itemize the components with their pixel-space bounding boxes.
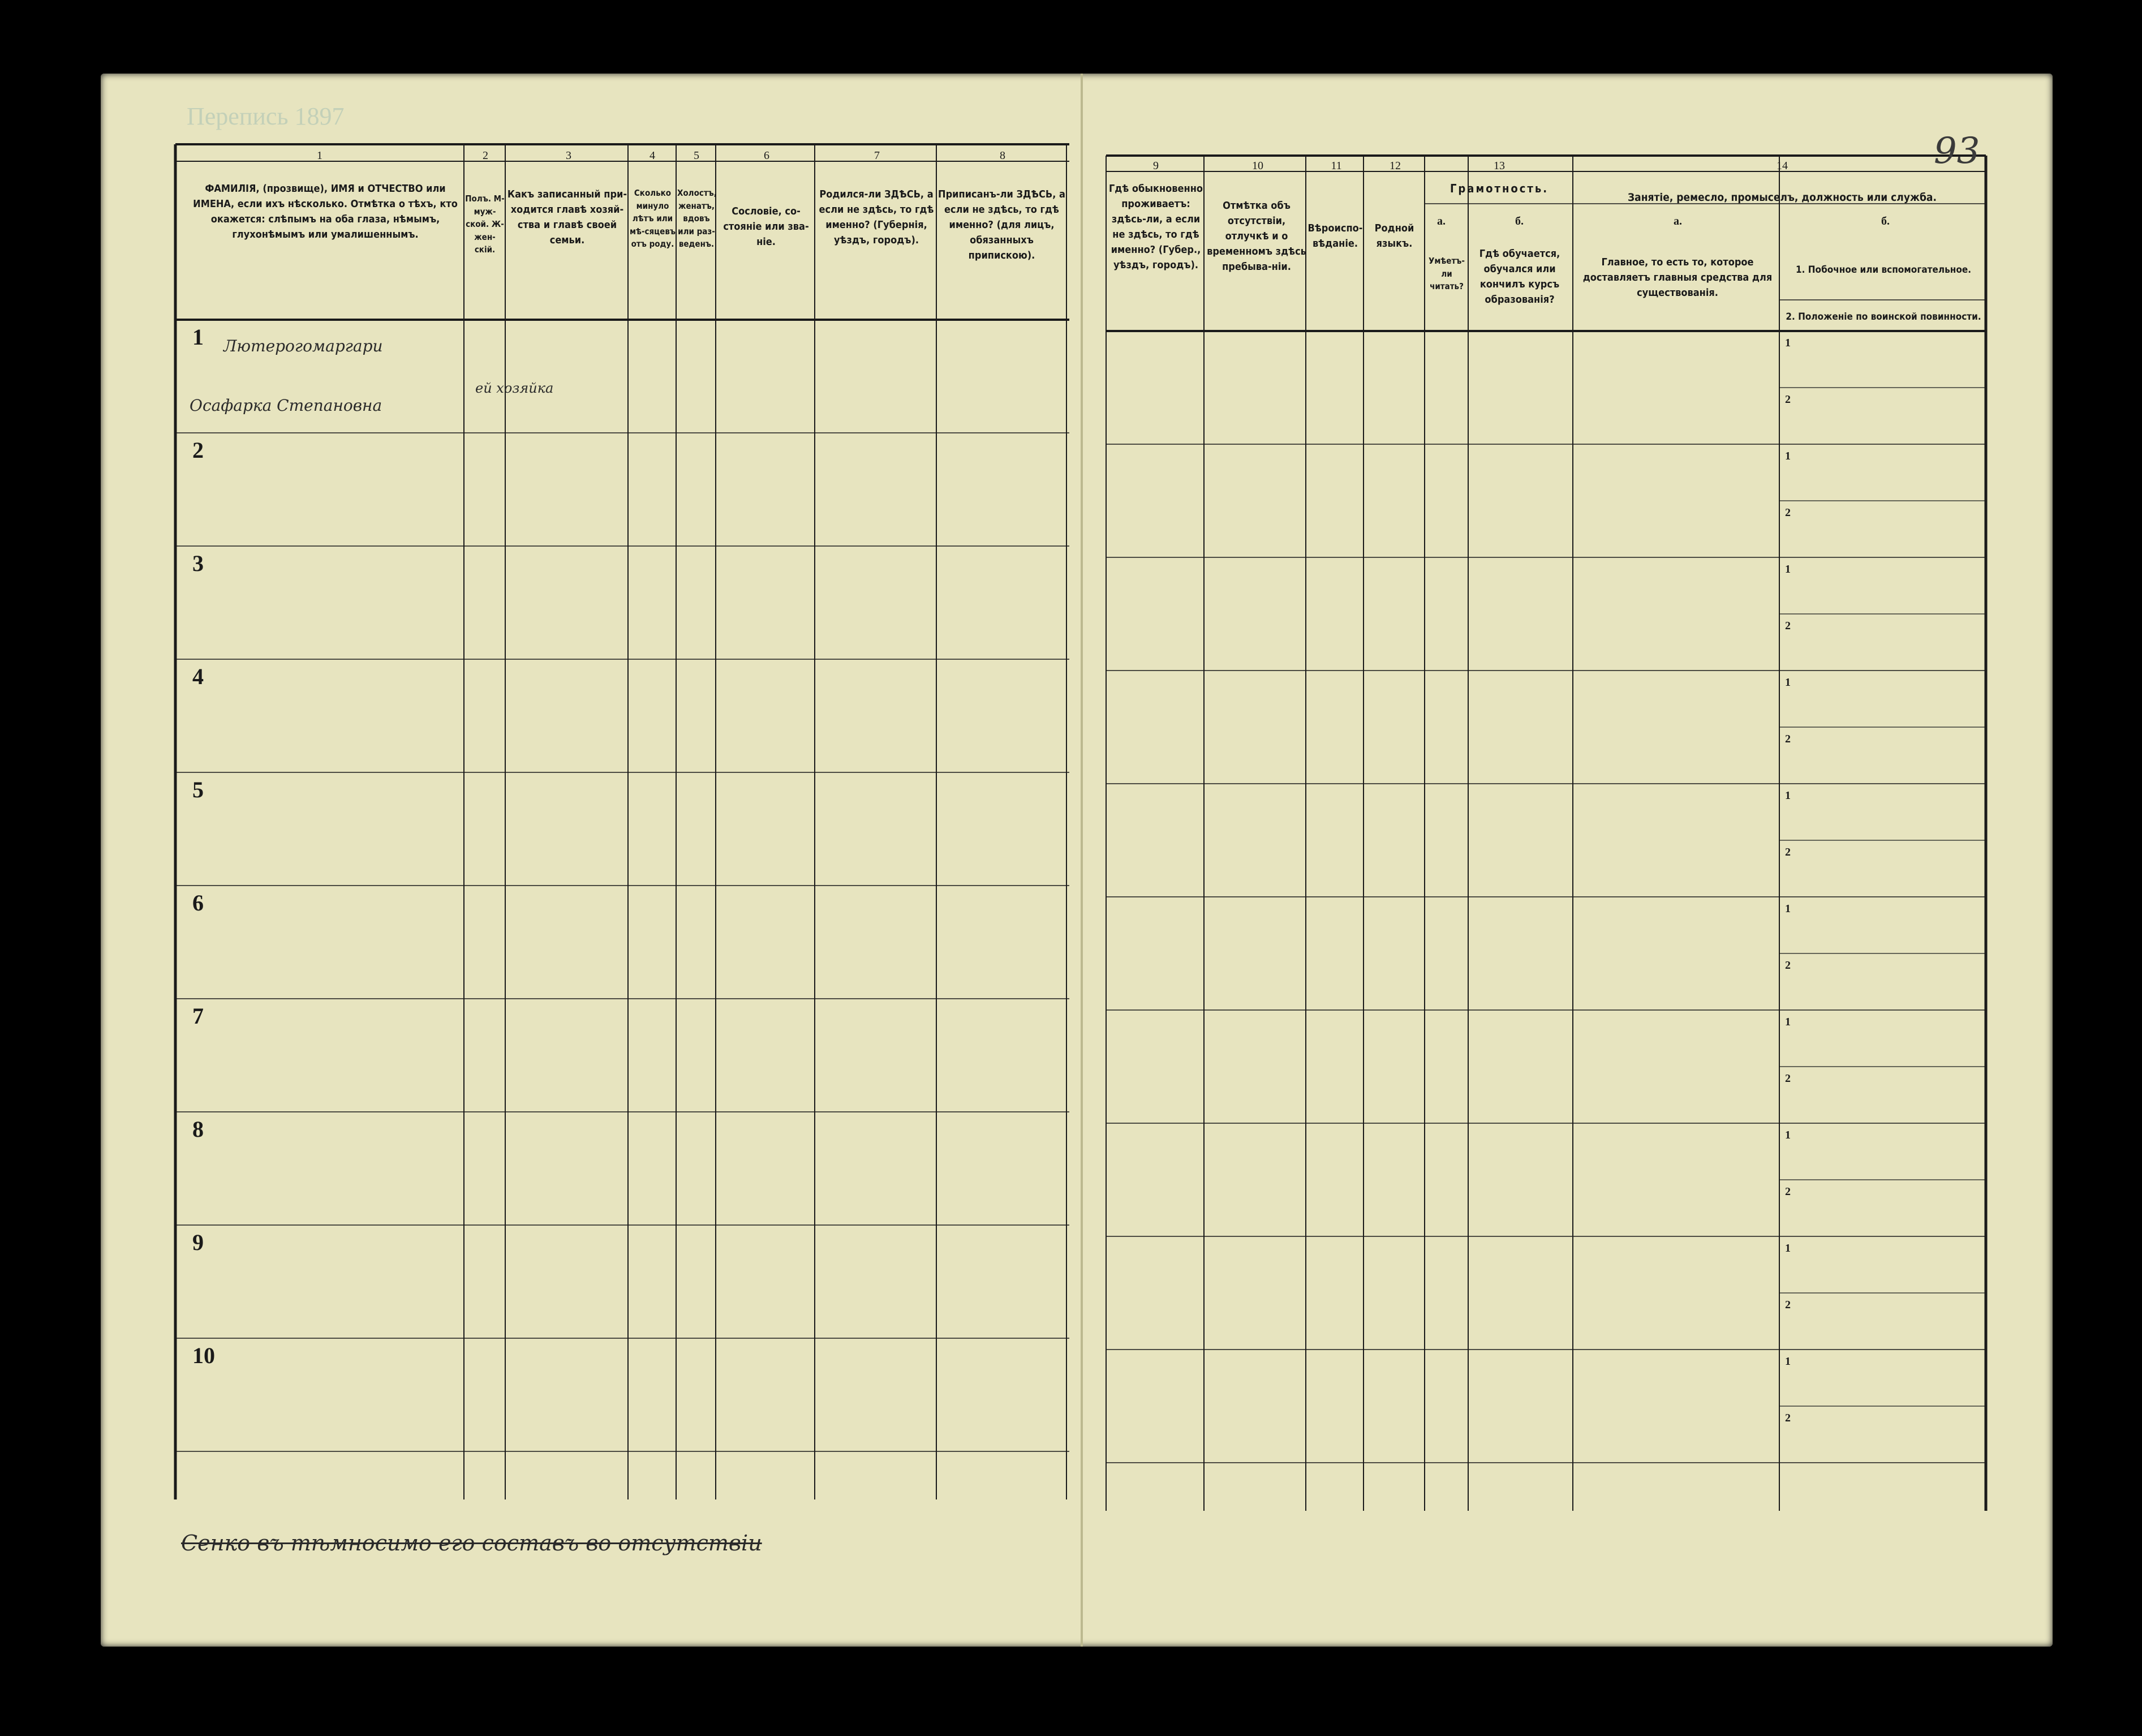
subrow-label: 2: [1785, 1299, 1791, 1311]
column-number-14: 14: [1777, 160, 1788, 172]
handwritten-relation: ей хозяйка: [475, 380, 554, 396]
header-col13a-letter: а.: [1437, 215, 1446, 227]
handwritten-name: Осафарка Степановна: [190, 396, 382, 415]
subrow-label: 2: [1785, 393, 1791, 406]
column-number-1: 1: [317, 149, 322, 162]
header-col14a-letter: а.: [1674, 215, 1682, 227]
column-number-5: 5: [694, 149, 699, 162]
column-number-7: 7: [874, 149, 880, 162]
row-number-7: 7: [192, 1003, 204, 1029]
row-number-5: 5: [192, 777, 204, 802]
column-number-3: 3: [566, 149, 571, 162]
row-number-9: 9: [192, 1230, 204, 1255]
header-col14b1: 1. Побочное или вспомогательное.: [1795, 264, 1972, 276]
row-number-1: 1: [192, 324, 204, 350]
header-col1: ФАМИЛІЯ, (прозвище), ИМЯ и ОТЧЕСТВО или ИМЕНА, если ихъ нѣсколько. Отмѣтка о тѣхъ, кто окажется: слѣпымъ на оба глаза, нѣмымъ, глухонѣмымъ или умалишеннымъ.: [193, 183, 458, 240]
subrow-label: 1: [1785, 676, 1791, 689]
subrow-label: 1: [1785, 789, 1791, 802]
subrow-label: 1: [1785, 1129, 1791, 1141]
handwritten-surname: Лютерогомаргари: [223, 337, 383, 355]
column-number-10: 10: [1252, 160, 1263, 172]
header-col14: Занятіе, ремесло, промыселъ, должность или служба.: [1628, 191, 1937, 204]
header-col9: Гдѣ обыкновенно проживаетъ: здѣсь-ли, а если не здѣсь, то гдѣ именно? (Губер., уѣздъ, городъ).: [1108, 183, 1203, 271]
subrow-label: 1: [1785, 337, 1791, 349]
header-col13a: Умѣетъ-ли читать?: [1428, 256, 1465, 291]
header-col4: Сколько минуло лѣтъ или мѣ-сяцевъ отъ роду.: [629, 188, 676, 249]
column-number-4: 4: [650, 149, 655, 162]
folio-number: 93: [1934, 130, 1980, 172]
subrow-label: 2: [1785, 1185, 1791, 1198]
header-col5: Холостъ, женатъ, вдовъ или раз-веденъ.: [677, 188, 717, 249]
subrow-label: 2: [1785, 1072, 1791, 1085]
header-col14b2: 2. Положеніе по воинской повинности.: [1786, 311, 1981, 323]
subrow-label: 2: [1785, 733, 1791, 745]
subrow-label: 1: [1785, 450, 1791, 462]
subrow-label: 2: [1785, 846, 1791, 858]
subrow-label: 2: [1785, 506, 1791, 519]
subrow-label: 2: [1785, 620, 1791, 632]
header-col12: Родной языкъ.: [1374, 222, 1414, 250]
header-col14a: Главное, то есть то, которое доставляетъ главныя средства для существованія.: [1582, 256, 1773, 299]
row-number-10: 10: [192, 1343, 215, 1368]
subrow-label: 1: [1785, 1016, 1791, 1028]
header-col3: Какъ записанный при-ходится главѣ хозяй-ства и главѣ своей семьи.: [507, 188, 627, 246]
header-col2: Полъ. М-муж-ской. Ж-жен-скій.: [465, 194, 505, 255]
subrow-label: 1: [1785, 563, 1791, 575]
row-number-4: 4: [192, 664, 204, 689]
header-col6: Сословіе, со-стояніе или зва-ніе.: [723, 205, 809, 248]
subrow-label: 2: [1785, 1412, 1791, 1424]
header-col14b-letter: б.: [1881, 215, 1890, 227]
row-number-8: 8: [192, 1116, 204, 1142]
column-number-13: 13: [1494, 160, 1505, 172]
column-number-12: 12: [1390, 160, 1401, 172]
header-col13b: Гдѣ обучается, обучался или кончилъ курсъ образованія?: [1479, 248, 1560, 306]
subrow-label: 1: [1785, 1242, 1791, 1254]
column-number-8: 8: [1000, 149, 1005, 162]
column-number-2: 2: [483, 149, 488, 162]
header-col13b-letter: б.: [1515, 215, 1524, 227]
row-number-2: 2: [192, 437, 204, 463]
column-number-6: 6: [764, 149, 769, 162]
header-col11: Вѣроиспо-вѣданіе.: [1307, 222, 1363, 250]
handwritten-strikeout-note: Сенко въ тѣмносимо его составъ во отсутствіи: [181, 1531, 762, 1555]
header-col10: Отмѣтка объ отсутствіи, отлучкѣ и о временномъ здѣсь пребыва-ніи.: [1207, 200, 1306, 273]
subrow-label: 2: [1785, 959, 1791, 972]
header-col7: Родился-ли ЗДѢСЬ, а если не здѣсь, то гдѣ именно? (Губернія, уѣздъ, городъ).: [819, 188, 934, 246]
row-number-3: 3: [192, 551, 204, 576]
faded-stamp: Перепись 1897: [187, 102, 345, 130]
column-number-9: 9: [1153, 160, 1159, 172]
subrow-label: 1: [1785, 1355, 1791, 1368]
header-col13: Грамотность.: [1449, 182, 1549, 195]
row-number-6: 6: [192, 890, 204, 916]
header-col8: Приписанъ-ли ЗДѢСЬ, а если не здѣсь, то гдѣ именно? (для лицъ, обязанныхъ припискою).: [938, 188, 1065, 261]
subrow-label: 1: [1785, 903, 1791, 915]
column-number-11: 11: [1331, 160, 1342, 172]
